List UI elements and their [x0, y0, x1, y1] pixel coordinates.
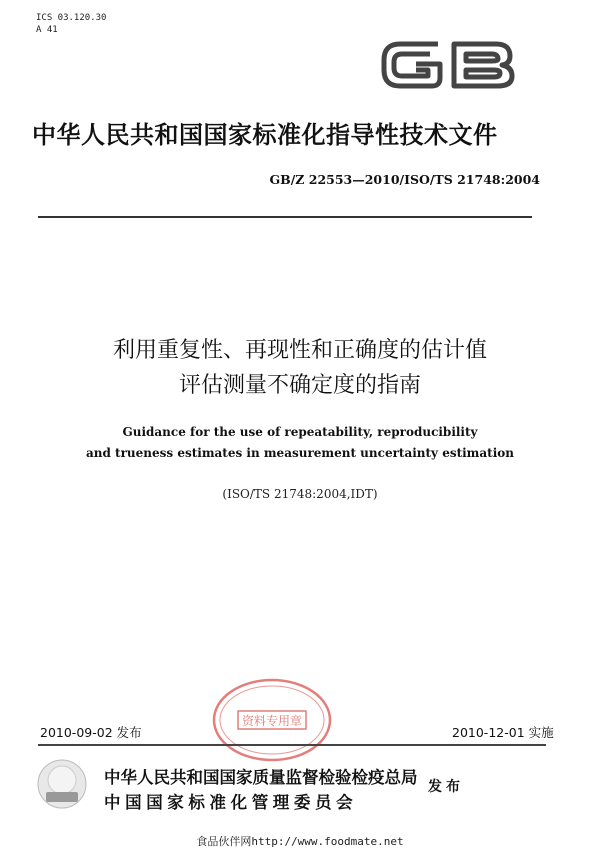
title-en-line2: and trueness estimates in measurement uncertainty estimation [85, 446, 514, 460]
issuer-line1: 中华人民共和国国家质量监督检验检疫总局 [104, 768, 418, 787]
standard-number: GB/Z 22553—2010/ISO/TS 21748:2004 [269, 172, 540, 187]
issue-date: 2010-09-02 发布 [40, 725, 142, 740]
stamp-text: 资料专用章 [241, 714, 303, 728]
anti-counterfeit-seal-icon [36, 758, 88, 810]
ics-code: ICS 03.120.30 [36, 13, 107, 23]
title-en-line1: Guidance for the use of repeatability, reproducibility [122, 425, 478, 439]
implement-date: 2010-12-01 实施 [452, 725, 554, 740]
footer-watermark: 食品伙伴网http://www.foodmate.net [196, 835, 404, 848]
title-cn-line2: 评估测量不确定度的指南 [178, 373, 421, 398]
ccs-code: A 41 [36, 25, 58, 35]
issue-action: 发布 [428, 779, 464, 795]
title-cn-line1: 利用重复性、再现性和正确度的估计值 [112, 338, 487, 363]
classification-codes [36, 12, 106, 36]
adoption-note: (ISO/TS 21748:2004,IDT) [222, 487, 378, 501]
bottom-divider [38, 744, 546, 746]
document-type: 中华人民共和国国家标准化指导性技术文件 [32, 121, 498, 149]
gb-logo [376, 30, 520, 100]
divider [38, 216, 532, 218]
issuer-line2: 中国国家标准化管理委员会 [104, 793, 358, 812]
stamp [210, 675, 335, 765]
